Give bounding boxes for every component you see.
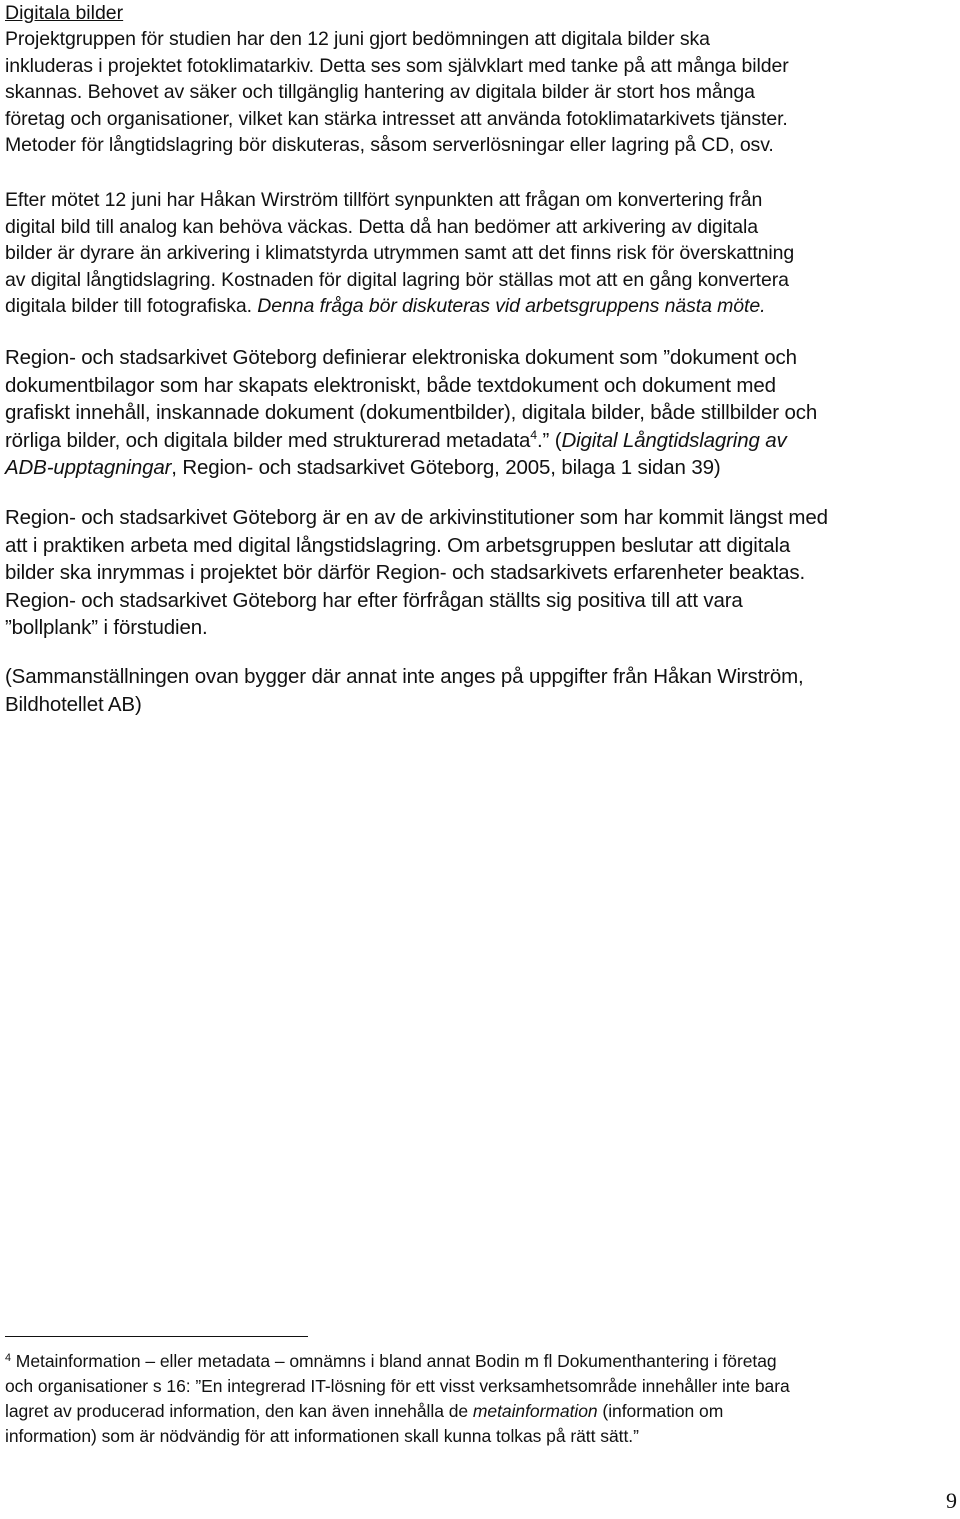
footnote-line xyxy=(5,1349,957,1374)
paragraph-line: inkluderas i projektet fotoklimatarkiv. Detta ses som självklart med tanke på att många bilder xyxy=(5,54,789,77)
paragraph-line: Region- och stadsarkivet Göteborg definierar elektroniska dokument som ”dokument och xyxy=(5,346,797,369)
paragraph-line: Projektgruppen för studien har den 12 juni gjort bedömningen att digitala bilder ska xyxy=(5,28,710,50)
paragraph-line: digital bild till analog kan behöva väckas. Detta då han bedömer att arkivering av digitala xyxy=(5,215,758,238)
paragraph-line: Region- och stadsarkivet Göteborg har efter förfrågan ställts sig positiva till att vara xyxy=(5,588,743,612)
paragraph-line: att i praktiken arbeta med digital långstidslagring. Om arbetsgruppen beslutar att digitala xyxy=(5,533,791,557)
paragraph-source-note xyxy=(5,663,957,718)
paragraph-text: digitala bilder till fotografiska. xyxy=(5,295,258,317)
footnote-emphasis: metainformation xyxy=(472,1401,598,1421)
footnote-text: Metainformation – eller metadata – omnämns i bland annat Bodin m fl Dokumenthantering i företag xyxy=(10,1351,777,1371)
paragraph-line: företag och organisationer, vilket kan stärka intresset att använda fotoklimatarkivets tjänster. xyxy=(5,107,788,130)
page-number: 9 xyxy=(946,1488,957,1513)
footnote-number: 4 xyxy=(5,1352,11,1365)
footnote-text: (information om xyxy=(597,1401,724,1421)
paragraph-line: grafiskt innehåll, inskannade dokument (dokumentbilder), digitala bilder, både stillbilder och xyxy=(5,401,818,424)
paragraph-emphasis: Denna fråga bör diskuteras vid arbetsgruppens nästa möte. xyxy=(257,295,766,317)
paragraph-line: Bildhotellet AB) xyxy=(5,692,142,716)
footnote-line: och organisationer s 16: ”En integrerad IT-lösning för ett visst verksamhetsområde innehåller inte bara xyxy=(5,1376,790,1396)
footnote-text: lagret av producerad information, den kan även innehålla de xyxy=(5,1401,473,1421)
paragraph-line: skannas. Behovet av säker och tillgänglig hantering av digitala bilder är stort hos många xyxy=(5,81,755,103)
paragraph-line: bilder är dyrare än arkivering i klimatstyrda utrymmen samt att det finns risk för överskattning xyxy=(5,242,795,264)
paragraph-text: rörliga bilder, och digitala bilder med strukturerad metadata xyxy=(5,428,531,452)
footnote xyxy=(5,1349,957,1449)
paragraph-line: ”bollplank” i förstudien. xyxy=(5,616,208,639)
footnote-line xyxy=(5,1399,957,1424)
footnote-line: information) som är nödvändig för att informationen skall kunna tolkas på rätt sätt.” xyxy=(5,1426,639,1446)
footnote-reference[interactable]: 4 xyxy=(530,427,537,442)
paragraph-definition xyxy=(5,344,957,482)
footnote-separator xyxy=(5,1336,308,1337)
paragraph-text: , Region- och stadsarkivet Göteborg, 2005, bilaga 1 sidan 39) xyxy=(171,456,721,479)
paragraph-line: Efter mötet 12 juni har Håkan Wirström tillfört synpunkten att frågan om konvertering från xyxy=(5,189,763,211)
paragraph-line: Metoder för långtidslagring bör diskuteras, såsom serverlösningar eller lagring på CD, osv. xyxy=(5,134,774,156)
source-title: ADB-upptagningar xyxy=(5,456,172,479)
paragraph-line: Region- och stadsarkivet Göteborg är en av de arkivinstitutioner som har kommit längst med xyxy=(5,506,828,529)
paragraph-line: av digital långtidslagring. Kostnaden för digital lagring bör ställas mot att en gång konvertera xyxy=(5,268,789,291)
paragraph-archive xyxy=(5,504,957,642)
paragraph-line: bilder ska inrymmas i projektet bör därför Region- och stadsarkivets erfarenheter beaktas. xyxy=(5,561,806,584)
paragraph-line: (Sammanställningen ovan bygger där annat inte anges på uppgifter från Håkan Wirström, xyxy=(5,665,804,688)
source-title: Digital Långtidslagring av xyxy=(561,428,787,452)
paragraph-line xyxy=(5,454,957,482)
paragraph-text: .” ( xyxy=(536,428,562,452)
section-heading: Digitala bilder xyxy=(5,2,124,24)
paragraph-line: dokumentbilagor som har skapats elektroniskt, både textdokument och dokument med xyxy=(5,373,776,397)
paragraph-line xyxy=(5,427,957,455)
paragraph-conversion xyxy=(5,187,957,320)
paragraph-intro xyxy=(5,26,957,159)
paragraph-line xyxy=(5,293,957,320)
